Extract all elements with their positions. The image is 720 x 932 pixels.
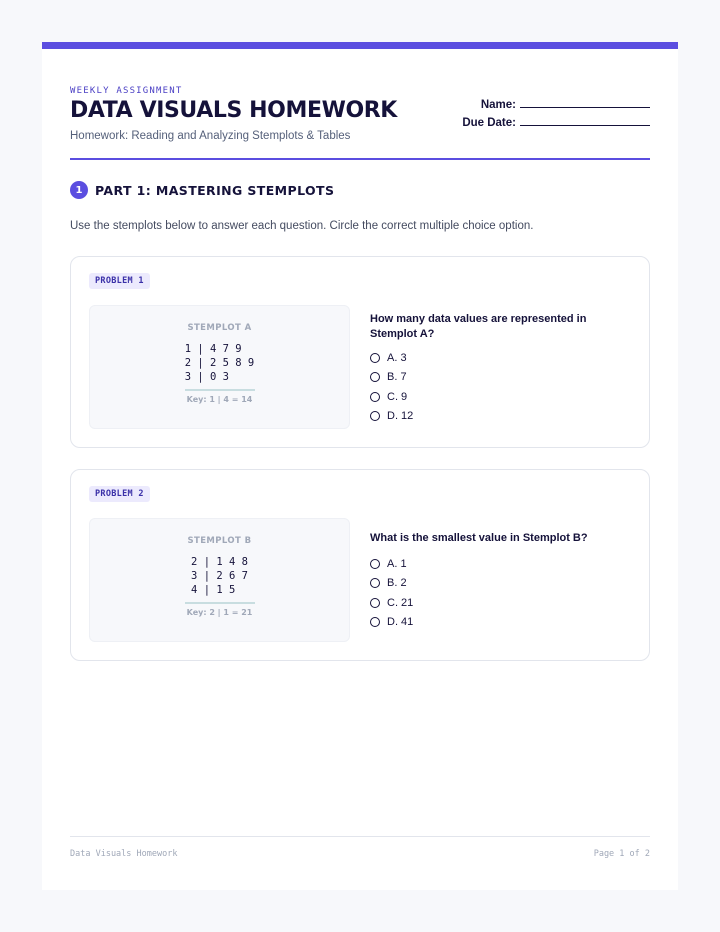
stem-row: 1 | 4 7 9	[184, 343, 242, 355]
key-divider	[185, 389, 255, 391]
option-label: D. 41	[387, 616, 414, 629]
key-divider	[185, 602, 255, 604]
stemplot-panel	[89, 305, 350, 429]
problem-card-1	[70, 256, 650, 448]
part-number-badge: 1	[70, 181, 88, 199]
radio-circle-icon[interactable]	[370, 353, 380, 363]
question-text: How many data values are represented in Stemplot A?	[370, 313, 587, 340]
radio-circle-icon[interactable]	[370, 617, 380, 627]
stem-row: 2 | 1 4 8	[191, 556, 248, 568]
name-label: Name:	[480, 99, 516, 111]
radio-circle-icon[interactable]	[370, 598, 380, 608]
stem-row: 3 | 0 3	[184, 371, 229, 383]
option-b[interactable]	[370, 574, 413, 594]
part-title: PART 1: MASTERING STEMPLOTS	[95, 182, 335, 198]
part-header	[70, 181, 334, 199]
option-label: D. 12	[387, 410, 414, 423]
stemplot-rows	[191, 555, 248, 597]
radio-circle-icon[interactable]	[370, 559, 380, 569]
stemplot-title: STEMPLOT B	[187, 536, 252, 546]
worksheet-page	[42, 42, 678, 890]
option-c[interactable]	[370, 593, 413, 613]
due-date-label: Due Date:	[462, 117, 516, 129]
footer-title: Data Visuals Homework	[70, 849, 178, 859]
option-label: C. 21	[387, 596, 414, 609]
option-label: A. 1	[387, 557, 407, 570]
page-title: DATA VISUALS HOMEWORK	[70, 98, 397, 123]
due-date-row	[462, 113, 650, 131]
footer-divider	[70, 836, 650, 837]
stem-row: 4 | 1 5	[191, 584, 236, 596]
student-meta	[462, 95, 650, 131]
header-divider	[70, 158, 650, 160]
stemplot-rows	[185, 342, 255, 384]
answer-options	[370, 348, 413, 426]
option-b[interactable]	[370, 368, 413, 388]
option-c[interactable]	[370, 387, 413, 407]
accent-bar	[42, 42, 678, 49]
instructions: Use the stemplots below to answer each question. Circle the correct multiple choice option.	[70, 220, 534, 232]
option-label: A. 3	[387, 351, 407, 364]
answer-options	[370, 554, 413, 632]
stem-row: 2 | 2 5 8 9	[184, 357, 255, 369]
option-label: C. 9	[387, 390, 408, 403]
stem-row: 3 | 2 6 7	[191, 570, 248, 582]
stemplot-key: Key: 1 | 4 = 14	[186, 394, 253, 404]
stemplot-title: STEMPLOT A	[187, 323, 252, 333]
option-d[interactable]	[370, 613, 413, 633]
problem-tag: PROBLEM 1	[89, 273, 150, 289]
page-subtitle: Homework: Reading and Analyzing Stemplots & Tables	[70, 130, 351, 142]
radio-circle-icon[interactable]	[370, 578, 380, 588]
page-number: Page 1 of 2	[593, 849, 650, 859]
name-blank-line[interactable]	[520, 95, 650, 108]
radio-circle-icon[interactable]	[370, 372, 380, 382]
due-date-blank-line[interactable]	[520, 113, 650, 126]
option-a[interactable]	[370, 554, 413, 574]
eyebrow-label: WEEKLY ASSIGNMENT	[70, 86, 183, 96]
option-label: B. 7	[387, 371, 407, 384]
name-row	[462, 95, 650, 113]
problem-tag: PROBLEM 2	[89, 486, 150, 502]
question-text: What is the smallest value in Stemplot B?	[370, 532, 588, 544]
option-d[interactable]	[370, 407, 413, 427]
stemplot-key: Key: 2 | 1 = 21	[186, 607, 253, 617]
stemplot-panel	[89, 518, 350, 642]
option-label: B. 2	[387, 577, 407, 590]
radio-circle-icon[interactable]	[370, 411, 380, 421]
radio-circle-icon[interactable]	[370, 392, 380, 402]
option-a[interactable]	[370, 348, 413, 368]
problem-card-2	[70, 469, 650, 661]
